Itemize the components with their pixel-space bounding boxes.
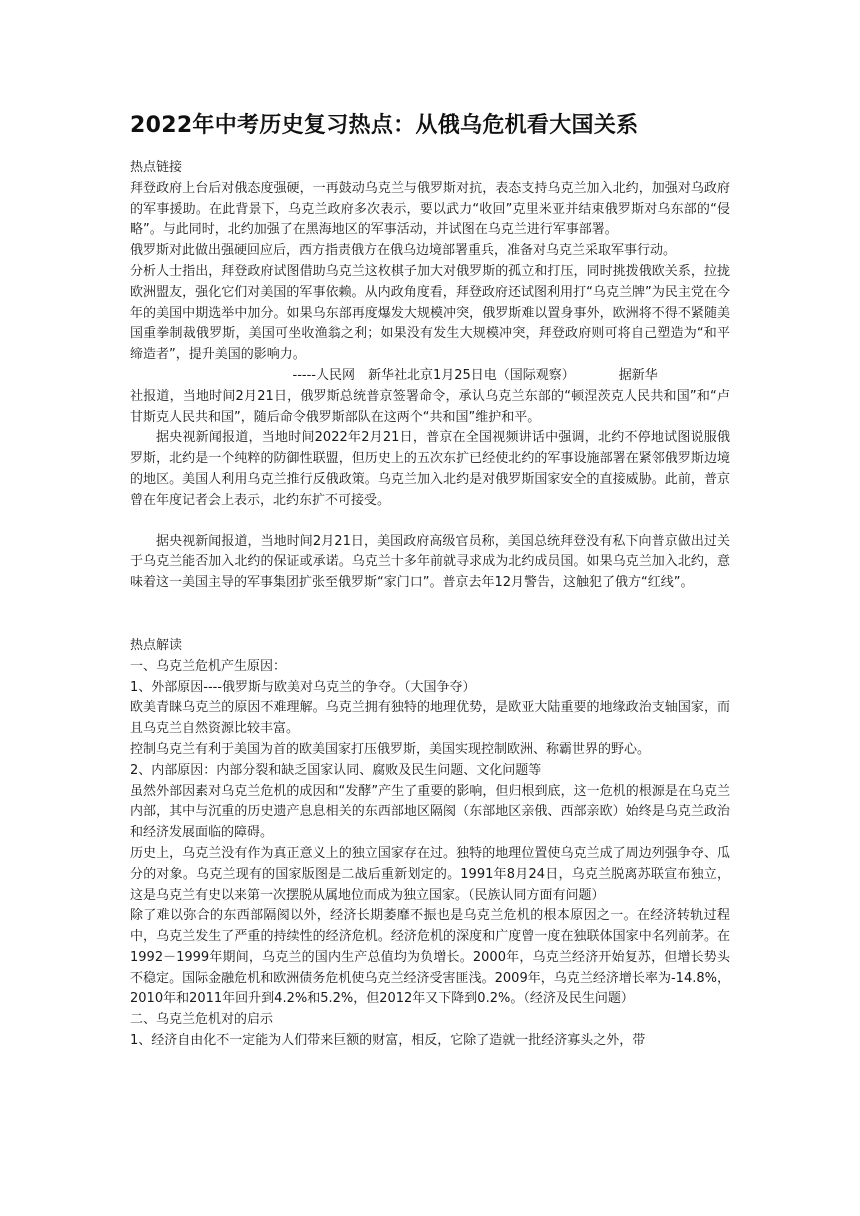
spacer: [130, 594, 730, 636]
subheading: 2、内部原因：内部分裂和缺乏国家认同、腐败及民生问题、文化问题等: [130, 762, 542, 778]
paragraph: 1、经济自由化不一定能为人们带来巨额的财富，相反，它除了造就一批经济寡头之外，带: [130, 1033, 646, 1049]
paragraph: 据央视新闻报道，当地时间2022年2月21日，普京在全国视频讲话中强调，北约不停地试图说服俄罗斯，北约是一个纯粹的防御性联盟，但历史上的五次东扩已经使北约的军事设施部署在紧邻俄罗斯边境的地区。美国人利用乌克兰推行反俄政策。乌克兰加入北约是对俄罗斯国家安全的直接威胁。此前，普京曾在年度记者会上表示，北约东扩不可接受。: [130, 430, 730, 508]
section-heading-hotspot-link: 热点链接: [130, 160, 183, 175]
paragraph: 除了难以弥合的东西部隔阂以外，经济长期萎靡不振也是乌克兰危机的根本原因之一。在经济转轨过程中，乌克兰发生了严重的持续性的经济危机。经济危机的深度和广度曾一度在独联体国家中名列前茅。在1992－1999年期间，乌克兰的国内生产总值均为负增长。2000年，乌克兰经济开始复苏，但增长势头不稳定。国际金融危机和欧洲债务危机使乌克兰经济受害匪浅。2009年，乌克兰经济增长率为-14.8%，2010年和2011年回升到4.2%和5.2%，但2012年又下降到0.2%。（经济及民生问题）: [130, 908, 730, 1007]
paragraph: 社报道，当地时间2月21日，俄罗斯总统普京签署命令，承认乌克兰东部的“顿涅茨克人民共和国”和“卢甘斯克人民共和国”，随后命令俄罗斯部队在这两个“共和国”维护和平。: [130, 388, 730, 425]
spacer: [130, 512, 730, 532]
subheading: 二、乌克兰危机对的启示: [130, 1012, 274, 1028]
paragraph: 控制乌克兰有利于美国为首的欧美国家打压俄罗斯，美国实现控制欧洲、称霸世界的野心。: [130, 741, 651, 757]
document-body: [130, 158, 730, 1052]
paragraph: 据央视新闻报道，当地时间2月21日，美国政府高级官员称，美国总统拜登没有私下向普京做出过关于乌克兰能否加入北约的保证或承诺。乌克兰十多年前就寻求成为北约成员国。如果乌克兰加入北约，意味着这一美国主导的军事集团扩张至俄罗斯“家门口”。普京去年12月警告，这触犯了俄方“红线”。: [130, 533, 730, 591]
paragraph: 拜登政府上台后对俄态度强硬，一再鼓动乌克兰与俄罗斯对抗，表态支持乌克兰加入北约，加强对乌政府的军事援助。在此背景下，乌克兰政府多次表示，要以武力“收回”克里米亚并结束俄罗斯对乌东部的“侵略”。与此同时，北约加强了在黑海地区的军事活动，并试图在乌克兰进行军事部署。: [130, 180, 730, 238]
report-lead: 据新华: [618, 367, 658, 383]
paragraph: 虽然外部因素对乌克兰危机的成因和“发酵”产生了重要的影响，但归根到底，这一危机的根源是在乌克兰内部，其中与沉重的历史遗产息息相关的东西部地区隔阂（东部地区亲俄、西部亲欧）始终是乌克兰政治和经济发展面临的障碍。: [130, 783, 730, 841]
subheading: 1、外部原因----俄罗斯与欧美对乌克兰的争夺。（大国争夺）: [130, 679, 476, 695]
source-citation: -----人民网 新华社北京1月25日电（国际观察）: [292, 367, 575, 383]
document-title: 2022年中考历史复习热点：从俄乌危机看大国关系: [130, 113, 639, 138]
paragraph: 欧美青睐乌克兰的原因不难理解。乌克兰拥有独特的地理优势，是欧亚大陆重要的地缘政治支轴国家，而且乌克兰自然资源比较丰富。: [130, 700, 730, 737]
section-heading-hotspot-analysis: 热点解读: [130, 637, 183, 653]
source-citation-line: [130, 366, 730, 387]
paragraph: 历史上，乌克兰没有作为真正意义上的独立国家存在过。独特的地理位置使乌克兰成了周边列强争夺、瓜分的对象。乌克兰现有的国家版图是二战后重新划定的。1991年8月24日，乌克兰脱离苏联宣布独立，这是乌克兰有史以来第一次摆脱从属地位而成为独立国家。（民族认同方面有问题）: [130, 845, 730, 903]
paragraph: 俄罗斯对此做出强硬回应后，西方指责俄方在俄乌边境部署重兵，准备对乌克兰采取军事行动。: [130, 243, 677, 259]
subheading: 一、乌克兰危机产生原因：: [130, 658, 287, 674]
paragraph: 分析人士指出，拜登政府试图借助乌克兰这枚棋子加大对俄罗斯的孤立和打压，同时挑拨俄欧关系，拉拢欧洲盟友，强化它们对美国的军事依赖。从内政角度看，拜登政府还试图利用打“乌克兰牌”为民主党在今年的美国中期选举中加分。如果乌东部再度爆发大规模冲突，俄罗斯难以置身事外，欧洲将不得不紧随美国重拳制裁俄罗斯，美国可坐收渔翁之利；如果没有发生大规模冲突，拜登政府则可将自己塑造为“和平缔造者”，提升美国的影响力。: [130, 263, 730, 363]
